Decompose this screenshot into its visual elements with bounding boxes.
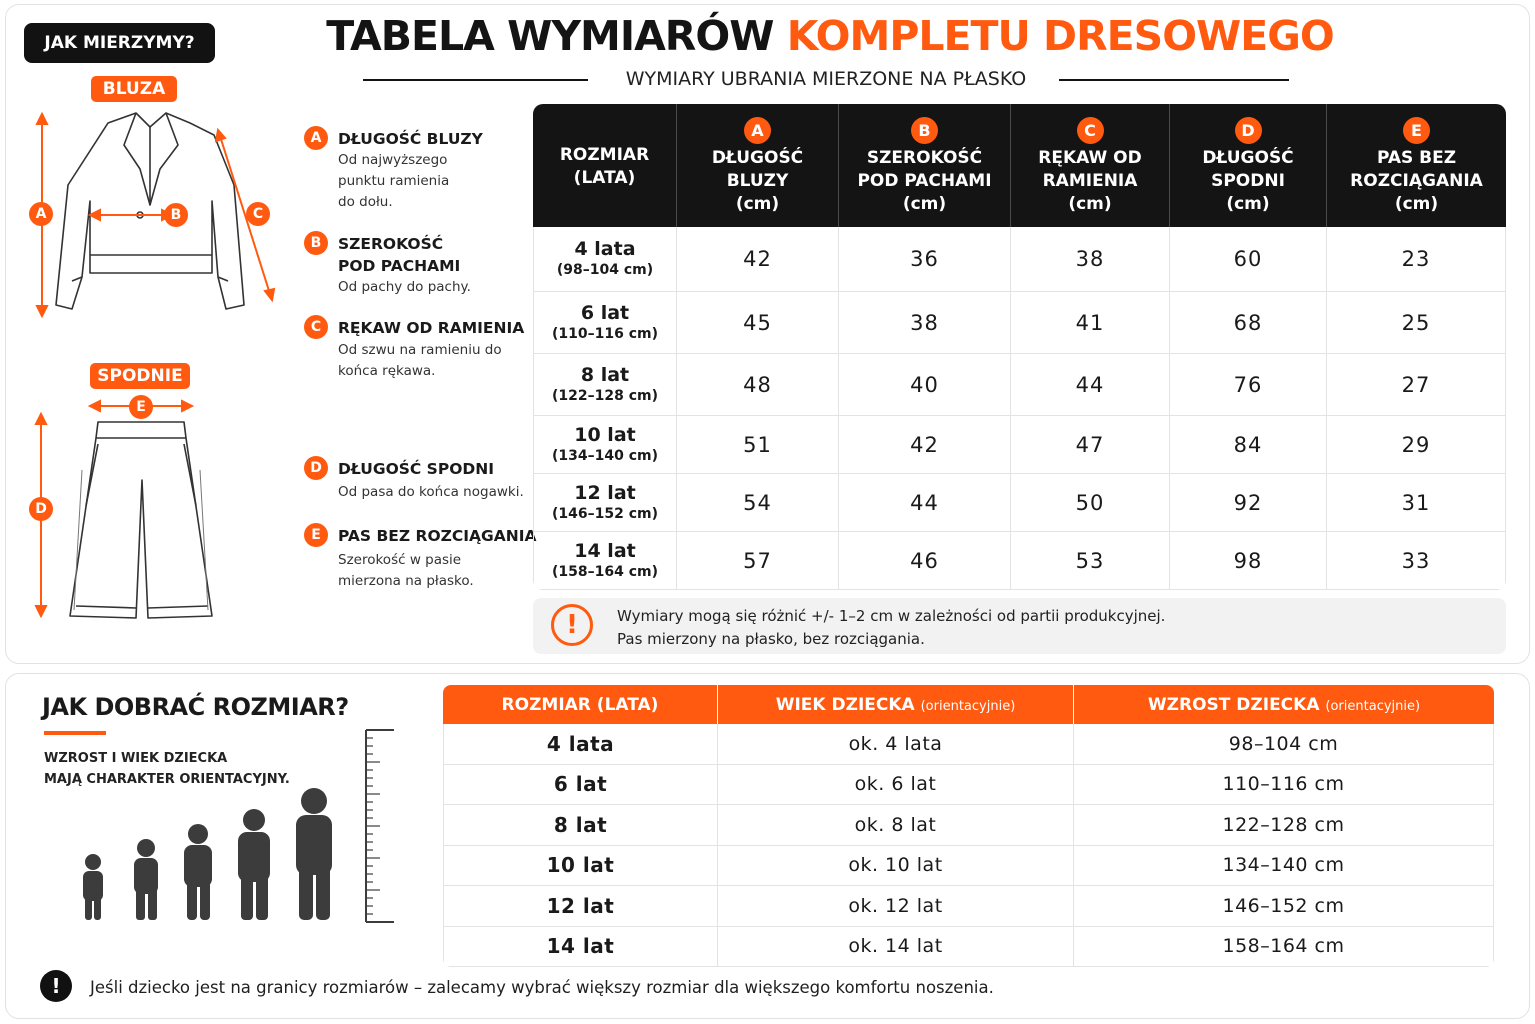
measurement-cell: 38 — [1011, 227, 1170, 292]
age-cell: ok. 10 lat — [718, 846, 1074, 887]
measurement-cell: 29 — [1327, 416, 1506, 474]
size-cell: 8 lat — [443, 805, 718, 846]
col-header-c — [1011, 104, 1170, 227]
size-age: 14 lat — [574, 539, 636, 562]
header-line: RĘKAW OD — [1038, 148, 1142, 168]
size-height-range: (158–164 cm) — [551, 563, 658, 580]
table-row — [443, 724, 1494, 765]
size-age: 8 lat — [580, 363, 630, 386]
legend-title: RĘKAW OD RAMIENIA — [338, 319, 525, 337]
age-height-table — [443, 685, 1494, 967]
footer-note: Jeśli dziecko jest na granicy rozmiarów – zalecamy wybrać większy rozmiar dla większego komfortu noszenia. — [90, 978, 994, 997]
header-line: (LATA) — [573, 167, 636, 188]
height-cell: 134–140 cm — [1074, 846, 1494, 887]
height-cell: 110–116 cm — [1074, 765, 1494, 806]
measurement-cell: 23 — [1327, 227, 1506, 292]
header-unit: (cm) — [735, 194, 780, 214]
measurement-cell: 45 — [677, 292, 839, 354]
age-cell: ok. 4 lata — [718, 724, 1074, 765]
legend-desc: Od szwu na ramieniu do końca rękawa. — [338, 342, 502, 379]
measurement-cell: 51 — [677, 416, 839, 474]
measurement-cell: 53 — [1011, 532, 1170, 590]
col-header-d — [1170, 104, 1327, 227]
col-header-age — [718, 685, 1074, 724]
legend-title: PAS BEZ ROZCIĄGANIA — [338, 527, 537, 545]
table-row — [443, 805, 1494, 846]
size-age: 12 lat — [574, 481, 636, 504]
header-sub: (orientacyjnie) — [920, 698, 1016, 714]
measurement-cell: 48 — [677, 354, 839, 416]
children-height-illustration — [70, 726, 410, 926]
header-badge: A — [744, 117, 771, 144]
size-cell: 10 lat — [443, 846, 718, 887]
size-height-range: (146–152 cm) — [551, 505, 658, 522]
size-cell: 4 lata — [443, 724, 718, 765]
header-line: PAS BEZ — [1376, 148, 1457, 168]
note-line: Wymiary mogą się różnić +/- 1–2 cm w zależności od partii produkcyjnej. — [617, 607, 1166, 625]
header-line: SZEROKOŚĆ — [866, 148, 983, 168]
how-to-choose-title: JAK DOBRAĆ ROZMIAR? — [42, 693, 349, 721]
page-subtitle: WYMIARY UBRANIA MIERZONE NA PŁASKO — [625, 68, 1027, 90]
legend-desc: Szerokość w pasie mierzona na płasko. — [338, 552, 474, 589]
header-line: BLUZY — [726, 171, 789, 191]
header-line: DŁUGOŚĆ — [711, 148, 804, 168]
col-header-size — [533, 104, 677, 227]
measurement-cell: 54 — [677, 474, 839, 532]
measurement-cell: 84 — [1170, 416, 1327, 474]
header-line: ROZMIAR — [559, 144, 650, 165]
marker-d: D — [29, 497, 53, 521]
size-cell — [533, 292, 677, 354]
note-line: MAJĄ CHARAKTER ORIENTACYJNY. — [44, 772, 290, 787]
hoodie-label: BLUZA — [91, 76, 177, 102]
col-header-a — [677, 104, 839, 227]
measurement-cell: 41 — [1011, 292, 1170, 354]
height-cell: 146–152 cm — [1074, 886, 1494, 927]
measurement-cell: 50 — [1011, 474, 1170, 532]
header-badge: E — [1403, 117, 1430, 144]
subtitle-rule-left — [363, 79, 588, 81]
table-row — [533, 354, 1506, 416]
marker-e: E — [129, 395, 153, 419]
subtitle-rule-right — [1059, 79, 1289, 81]
how-measure-badge: JAK MIERZYMY? — [24, 23, 215, 63]
table-row — [533, 292, 1506, 354]
age-cell: ok. 6 lat — [718, 765, 1074, 806]
size-cell: 12 lat — [443, 886, 718, 927]
note-line: Pas mierzony na płasko, bez rozciągania. — [617, 630, 925, 648]
size-age: 10 lat — [574, 423, 636, 446]
size-height-range: (134–140 cm) — [551, 447, 658, 464]
legend-desc: Od najwyższego punktu ramienia do dołu. — [338, 152, 450, 210]
tolerance-note — [533, 598, 1506, 654]
measurement-cell: 38 — [839, 292, 1011, 354]
size-table-header-row — [533, 104, 1506, 227]
pants-label: SPODNIE — [90, 363, 190, 389]
size-height-range: (110–116 cm) — [551, 325, 658, 342]
header-unit: (cm) — [1226, 194, 1270, 214]
measurement-cell: 92 — [1170, 474, 1327, 532]
warning-icon: ! — [551, 604, 593, 646]
table-row — [533, 532, 1506, 590]
size-cell: 14 lat — [443, 927, 718, 968]
header-line: RAMIENIA — [1042, 171, 1138, 191]
info-icon: ! — [40, 970, 72, 1002]
header-line: DŁUGOŚĆ — [1202, 148, 1294, 168]
table-row — [443, 765, 1494, 806]
height-cell: 122–128 cm — [1074, 805, 1494, 846]
measurement-cell: 60 — [1170, 227, 1327, 292]
measurement-cell: 76 — [1170, 354, 1327, 416]
header-unit: (cm) — [902, 194, 947, 214]
measurement-cell: 57 — [677, 532, 839, 590]
size-height-range: (98–104 cm) — [556, 262, 654, 278]
measurement-cell: 42 — [677, 227, 839, 292]
size-cell: 6 lat — [443, 765, 718, 806]
header-badge: B — [911, 117, 938, 144]
marker-a: A — [29, 202, 53, 226]
height-cell: 158–164 cm — [1074, 927, 1494, 968]
header-line: SPODNI — [1211, 171, 1285, 191]
table-row — [443, 927, 1494, 968]
header-main: ROZMIAR (LATA) — [501, 694, 659, 715]
header-line: ROZCIĄGANIA — [1350, 171, 1483, 191]
header-badge: D — [1235, 117, 1262, 144]
measurement-cell: 44 — [1011, 354, 1170, 416]
size-height-range: (122–128 cm) — [551, 387, 658, 404]
measurement-cell: 25 — [1327, 292, 1506, 354]
header-badge: C — [1077, 117, 1104, 144]
age-cell: ok. 14 lat — [718, 927, 1074, 968]
legend-badge-c: C — [304, 315, 328, 339]
col-header-e — [1327, 104, 1506, 227]
legend-title: DŁUGOŚĆ BLUZY — [338, 130, 483, 148]
header-sub: (orientacyjnie) — [1325, 698, 1421, 714]
title-part2: KOMPLETU DRESOWEGO — [786, 12, 1334, 60]
col-header-b — [839, 104, 1011, 227]
marker-b: B — [164, 203, 188, 227]
age-table-header-row — [443, 685, 1494, 724]
measurement-cell: 47 — [1011, 416, 1170, 474]
measurement-cell: 31 — [1327, 474, 1506, 532]
title-part1: TABELA WYMIARÓW — [326, 12, 774, 60]
table-row — [443, 886, 1494, 927]
size-cell — [533, 474, 677, 532]
size-age: 6 lat — [580, 301, 630, 324]
header-unit: (cm) — [1394, 194, 1439, 214]
legend-desc: Od pasa do końca nogawki. — [338, 484, 524, 500]
size-cell — [533, 354, 677, 416]
table-row — [443, 846, 1494, 887]
col-header-height — [1074, 685, 1494, 724]
size-age: 4 lata — [574, 238, 636, 260]
legend-title: DŁUGOŚĆ SPODNI — [338, 460, 494, 478]
page-title — [300, 12, 1360, 60]
header-unit: (cm) — [1068, 194, 1112, 214]
marker-c: C — [246, 202, 270, 226]
age-cell: ok. 8 lat — [718, 805, 1074, 846]
size-cell — [533, 532, 677, 590]
age-cell: ok. 12 lat — [718, 886, 1074, 927]
legend-desc: Od pachy do pachy. — [338, 279, 471, 295]
legend-badge-e: E — [304, 523, 328, 547]
legend-title: SZEROKOŚĆ POD PACHAMI — [338, 235, 461, 275]
size-table — [533, 104, 1506, 590]
header-line: POD PACHAMI — [857, 171, 992, 191]
measurement-cell: 46 — [839, 532, 1011, 590]
measurement-cell: 40 — [839, 354, 1011, 416]
measurement-cell: 36 — [839, 227, 1011, 292]
pants-arrows — [30, 396, 200, 620]
note-text — [617, 605, 1165, 651]
legend-badge-b: B — [304, 231, 328, 255]
measurement-cell: 42 — [839, 416, 1011, 474]
table-row — [533, 474, 1506, 532]
header-main: WIEK DZIECKA — [775, 694, 915, 715]
measurement-cell: 68 — [1170, 292, 1327, 354]
size-cell — [533, 416, 677, 474]
measurement-cell: 98 — [1170, 532, 1327, 590]
legend-badge-a: A — [304, 126, 328, 150]
height-cell: 98–104 cm — [1074, 724, 1494, 765]
note-line: WZROST I WIEK DZIECKA — [44, 751, 228, 766]
size-cell — [533, 227, 677, 292]
table-row — [533, 227, 1506, 292]
col-header-size — [443, 685, 718, 724]
measurement-cell: 33 — [1327, 532, 1506, 590]
measurement-cell: 44 — [839, 474, 1011, 532]
header-main: WZROST DZIECKA — [1147, 694, 1320, 715]
measurement-cell: 27 — [1327, 354, 1506, 416]
legend-badge-d: D — [304, 456, 328, 480]
table-row — [533, 416, 1506, 474]
